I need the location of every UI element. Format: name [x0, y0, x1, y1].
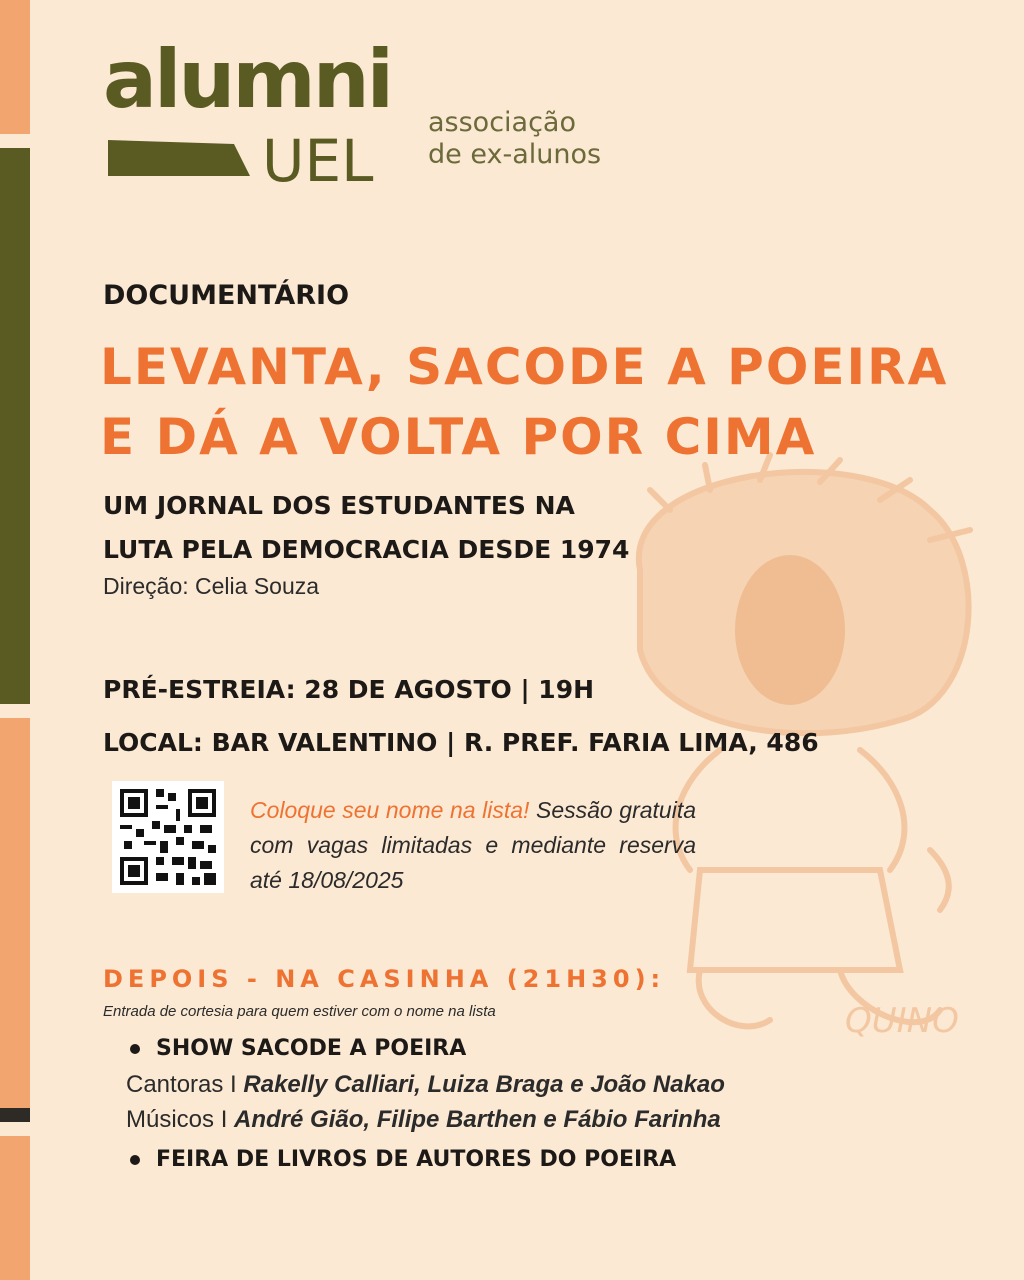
- event-subtitle: [103, 484, 629, 572]
- edge-stripe-orange-bottom: [0, 718, 30, 1108]
- logo-uel: UEL: [262, 127, 374, 195]
- event-direction: Direção: Celia Souza: [103, 573, 320, 599]
- list-item-fair: [130, 1147, 676, 1172]
- event-title-line2: E DÁ A VOLTA POR CIMA: [100, 408, 817, 466]
- watermark-illustration: [600, 450, 1000, 1090]
- musicians-line: [126, 1106, 721, 1134]
- bullet-dot-icon: [130, 1155, 140, 1165]
- logo-subtitle: [428, 107, 601, 171]
- musicians-names: André Gião, Filipe Barthen e Fábio Farinha: [234, 1106, 721, 1133]
- event-title: [100, 332, 948, 472]
- singers-line: [126, 1071, 725, 1099]
- logo-subtitle-line1: associação: [428, 107, 576, 138]
- event-premiere: PRÉ-ESTREIA: 28 DE AGOSTO | 19H: [103, 675, 595, 704]
- after-party-heading: DEPOIS - NA CASINHA (21H30):: [103, 965, 666, 993]
- event-subtitle-line1: UM JORNAL DOS ESTUDANTES NA: [103, 491, 575, 520]
- logo-bar-icon: [108, 140, 250, 176]
- singers-names: Rakelly Calliari, Luiza Braga e João Nakao: [243, 1071, 725, 1098]
- edge-stripe-olive: [0, 148, 30, 704]
- list-item-show: [130, 1036, 466, 1061]
- registration-note: [250, 793, 696, 898]
- registration-text: Sessão gratuita com vagas limitadas e mediante reserva até 18/08/2025: [250, 797, 696, 893]
- registration-highlight: Coloque seu nome na lista!: [250, 797, 530, 823]
- edge-stripe-orange-top: [0, 0, 30, 134]
- edge-stripe-dark: [0, 1108, 30, 1122]
- edge-stripe-orange-end: [0, 1136, 30, 1280]
- event-category: DOCUMENTÁRIO: [103, 280, 350, 311]
- singers-label: Cantoras I: [126, 1071, 244, 1098]
- qr-code[interactable]: [112, 781, 224, 893]
- event-location: LOCAL: BAR VALENTINO | R. PREF. FARIA LIMA, 486: [103, 728, 819, 757]
- bullet-dot-icon: [130, 1044, 140, 1054]
- event-title-line1: LEVANTA, SACODE A POEIRA: [100, 338, 949, 396]
- after-party-note: Entrada de cortesia para quem estiver com o nome na lista: [103, 1003, 496, 1020]
- musicians-label: Músicos I: [126, 1106, 235, 1133]
- logo-subtitle-line2: de ex-alunos: [428, 139, 602, 170]
- fair-title: FEIRA DE LIVROS DE AUTORES DO POEIRA: [156, 1147, 677, 1172]
- watermark-signature: QUINO: [845, 1001, 959, 1041]
- event-subtitle-line2: LUTA PELA DEMOCRACIA DESDE 1974: [103, 535, 630, 564]
- logo-wordmark: alumni: [103, 33, 392, 126]
- show-title: SHOW SACODE A POEIRA: [156, 1036, 467, 1061]
